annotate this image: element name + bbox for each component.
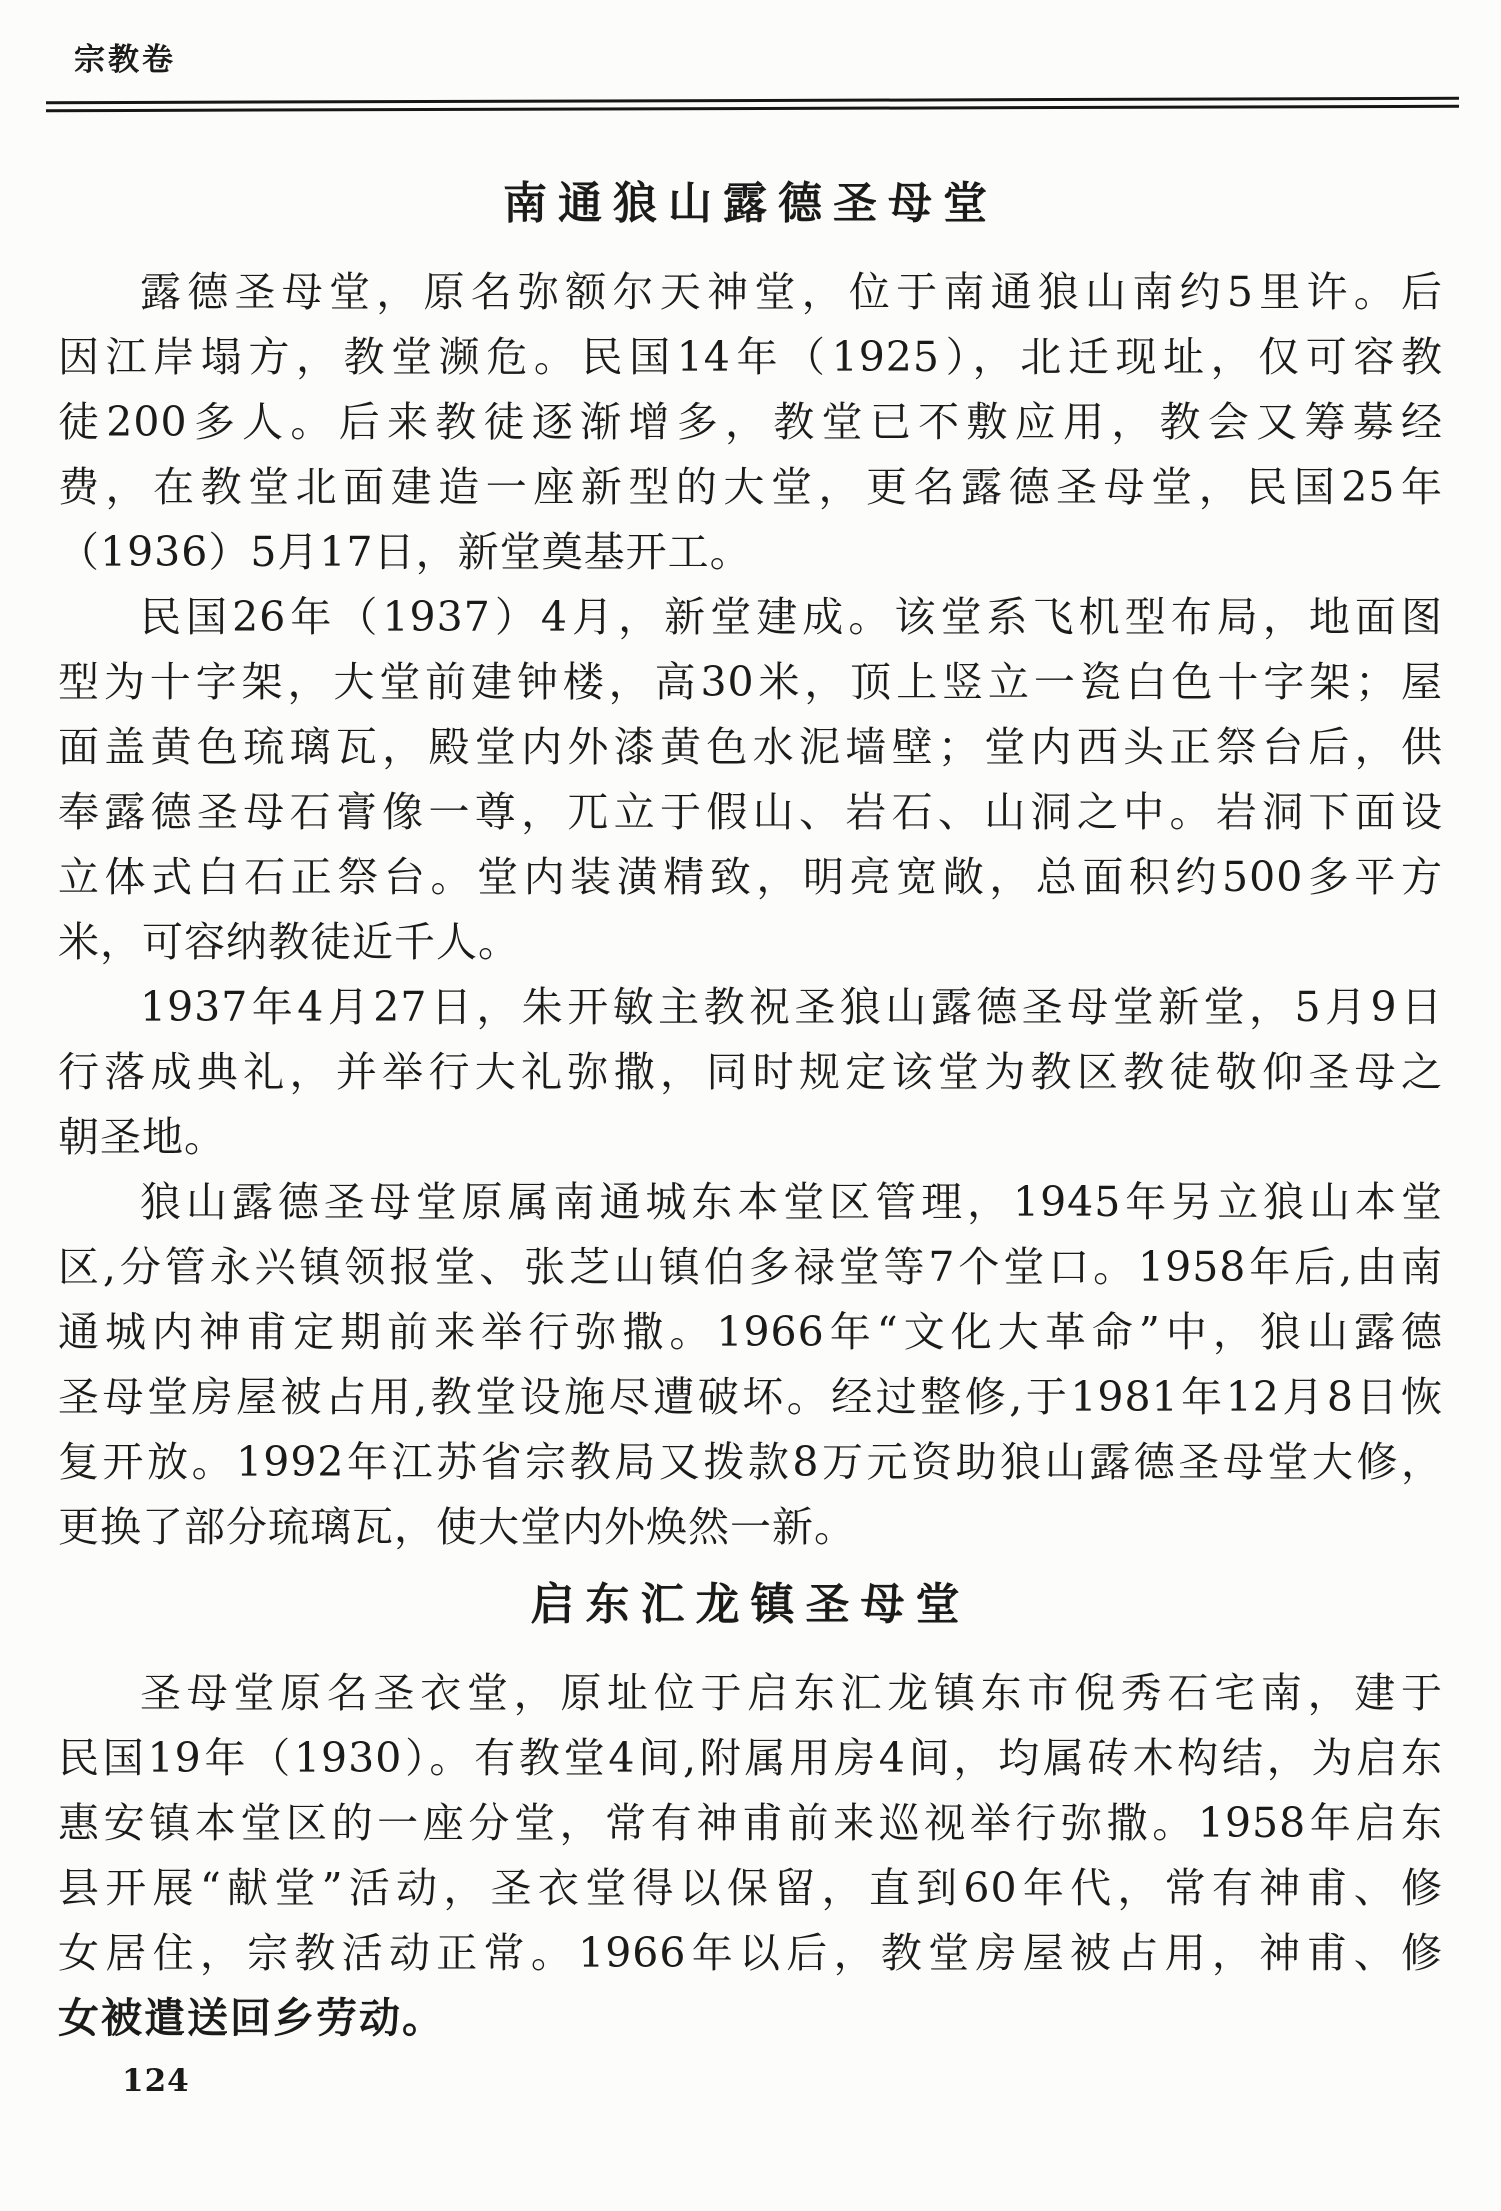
- paragraph: [58, 585, 1443, 975]
- text-line: 行落成典礼，并举行大礼弥撒，同时规定该堂为教区教徒敬仰圣母之: [58, 1048, 1443, 1097]
- text-line: 面盖黄色琉璃瓦，殿堂内外漆黄色水泥墙壁；堂内西头正祭台后，供: [58, 723, 1443, 772]
- text-line: 圣母堂房屋被占用,教堂设施尽遭破坏。经过整修,于1981年12月8日恢: [58, 1373, 1443, 1422]
- header-rule: [58, 97, 1443, 113]
- page-number: 124: [122, 2063, 190, 2100]
- text-line: 惠安镇本堂区的一座分堂，常有神甫前来巡视举行弥撒。1958年启东: [58, 1799, 1443, 1848]
- text-line: 复开放。1992年江苏省宗教局又拨款8万元资助狼山露德圣母堂大修，: [58, 1438, 1443, 1487]
- header-rule-top-line: [46, 97, 1459, 104]
- text-line: 奉露德圣母石膏像一尊，兀立于假山、岩石、山洞之中。岩洞下面设: [58, 788, 1443, 837]
- text-line: 因江岸塌方，教堂濒危。民国14年（1925），北迁现址，仅可容教: [58, 333, 1443, 382]
- text-line: （1936）5月17日，新堂奠基开工。: [58, 528, 752, 577]
- text-line: 民国19年（1930）。有教堂4间,附属用房4间，均属砖木构结，为启东: [58, 1734, 1443, 1783]
- text-line: 露德圣母堂，原名弥额尔天神堂，位于南通狼山南约5里许。后: [140, 268, 1443, 317]
- text-line: 区,分管永兴镇领报堂、张芝山镇伯多禄堂等7个堂口。1958年后,由南: [58, 1243, 1443, 1292]
- text-line: 费，在教堂北面建造一座新型的大堂，更名露德圣母堂，民国25年: [58, 463, 1443, 512]
- text-line: 朝圣地。: [58, 1113, 226, 1162]
- paragraph: [58, 1170, 1443, 1560]
- section-title: 启东汇龙镇圣母堂: [530, 1579, 971, 1631]
- paragraph: [58, 260, 1443, 585]
- text-line: 米，可容纳教徒近千人。: [58, 918, 520, 967]
- text-line: 女被遣送回乡劳动。: [58, 1994, 445, 2043]
- text-line: 圣母堂原名圣衣堂，原址位于启东汇龙镇东市倪秀石宅南，建于: [140, 1669, 1443, 1718]
- volume-header: 宗教卷: [74, 42, 176, 78]
- paragraph: [58, 1661, 1443, 2051]
- content: [58, 175, 1443, 2051]
- text-line: 女居住，宗教活动正常。1966年以后，教堂房屋被占用，神甫、修: [58, 1929, 1443, 1978]
- text-line: 民国26年（1937）4月，新堂建成。该堂系飞机型布局，地面图: [140, 593, 1443, 642]
- text-line: 徒200多人。后来教徒逐渐增多，教堂已不敷应用，教会又筹募经: [58, 398, 1443, 447]
- paragraph: [58, 975, 1443, 1170]
- text-line: 狼山露德圣母堂原属南通城东本堂区管理，1945年另立狼山本堂: [140, 1178, 1443, 1227]
- text-line: 立体式白石正祭台。堂内装潢精致，明亮宽敞，总面积约500多平方: [58, 853, 1443, 902]
- text-line: 县开展“献堂”活动，圣衣堂得以保留，直到60年代，常有神甫、修: [58, 1864, 1443, 1913]
- text-line: 1937年4月27日，朱开敏主教祝圣狼山露德圣母堂新堂，5月9日: [140, 983, 1443, 1032]
- header-rule-bottom-line: [46, 105, 1459, 112]
- text-line: 型为十字架，大堂前建钟楼，高30米，顶上竖立一瓷白色十字架；屋: [58, 658, 1443, 707]
- section-title: 南通狼山露德圣母堂: [503, 178, 998, 229]
- text-line: 通城内神甫定期前来举行弥撒。1966年“文化大革命”中，狼山露德: [58, 1308, 1443, 1357]
- text-line: 更换了部分琉璃瓦，使大堂内外焕然一新。: [58, 1503, 856, 1552]
